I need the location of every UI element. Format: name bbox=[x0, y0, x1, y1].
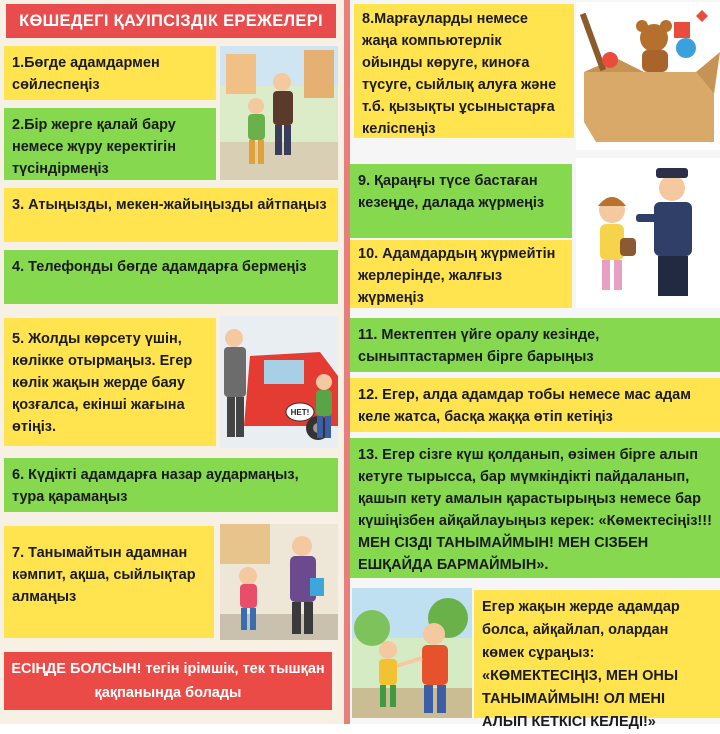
rule-12: 12. Егер, алда адамдар тобы немесе мас адам келе жатса, басқа жаққа өтіп кетіңіз bbox=[350, 378, 720, 432]
speech-bubble-text: НЕТ! bbox=[290, 408, 310, 417]
final-tip: Егер жақын жерде адамдар болса, айқайлап, олардан көмек сұраңыз: «КӨМЕКТЕСІҢІЗ, МЕН ОНЫ ТАНЫМАЙМЫН! ОЛ МЕНІ АЛЫП КЕТКІСІ КЕЛЕДІ!» bbox=[474, 590, 720, 718]
candy-offer-illustration bbox=[220, 524, 338, 640]
rule-7: 7. Танымайтын адамнан кәмпит, ақша, сыйлықтар алмаңыз bbox=[4, 526, 214, 638]
rule-4: 4. Телефонды бөгде адамдарға бермеңіз bbox=[4, 250, 338, 304]
reminder-banner: ЕСІҢДЕ БОЛСЫН! тегін ірімшік, тек тышқан қақпанында болады bbox=[4, 652, 332, 710]
police-child-illustration bbox=[576, 158, 720, 308]
rule-11: 11. Мектептен үйге оралу кезінде, сыныптастармен бірге барыңыз bbox=[350, 318, 720, 372]
children-talking-illustration bbox=[220, 46, 338, 180]
rule-5: 5. Жолды көрсету үшін, көлікке отырмаңыз. Егер көлік жақын жерде баяу қозғалса, екінші жағына өтіңіз. bbox=[4, 318, 216, 446]
right-column bbox=[350, 0, 720, 730]
car-stranger-illustration bbox=[220, 316, 338, 448]
page-title: КӨШЕДЕГІ ҚАУІПСІЗДІК ЕРЕЖЕЛЕРІ bbox=[6, 4, 336, 38]
rule-2: 2.Бір жерге қалай бару немесе жүру керектігін түсіндірмеңіз bbox=[4, 108, 216, 180]
left-column bbox=[0, 0, 344, 724]
kidnapping-illustration bbox=[352, 588, 472, 718]
rule-6: 6. Күдікті адамдарға назар аудармаңыз, тура қарамаңыз bbox=[4, 458, 338, 512]
rule-13: 13. Егер сізге күш қолданып, өзімен бірге алып кетуге тырысса, бар мүмкіндікті пайдаланып, қашып кету амалын қарастырыңыз немесе бар күшіңізбен айқайлауыңыз керек: «Көмектесіңіз!!! МЕН СІЗДІ ТАНЫМАЙМЫН! МЕН СІЗБЕН ЕШҚАЙДА БАРМАЙМЫН». bbox=[350, 438, 720, 578]
rule-1: 1.Бөгде адамдармен сөйлеспеңіз bbox=[4, 46, 216, 100]
rule-3: 3. Атыңызды, мекен-жайыңызды айтпаңыз bbox=[4, 188, 338, 242]
rule-10: 10. Адамдардың жүрмейтін жерлерінде, жалғыз жүрмеңіз bbox=[350, 240, 572, 308]
toys-box-illustration bbox=[576, 2, 720, 150]
rule-8: 8.Марғауларды немесе жаңа компьютерлік ойынды көруге, киноға түсуге, сыйлық алуға және т.б. қызықты ұсыныстарға келіспеңіз bbox=[354, 4, 574, 138]
rule-9: 9. Қараңғы түсе бастаған кезеңде, далада жүрмеңіз bbox=[350, 164, 572, 238]
